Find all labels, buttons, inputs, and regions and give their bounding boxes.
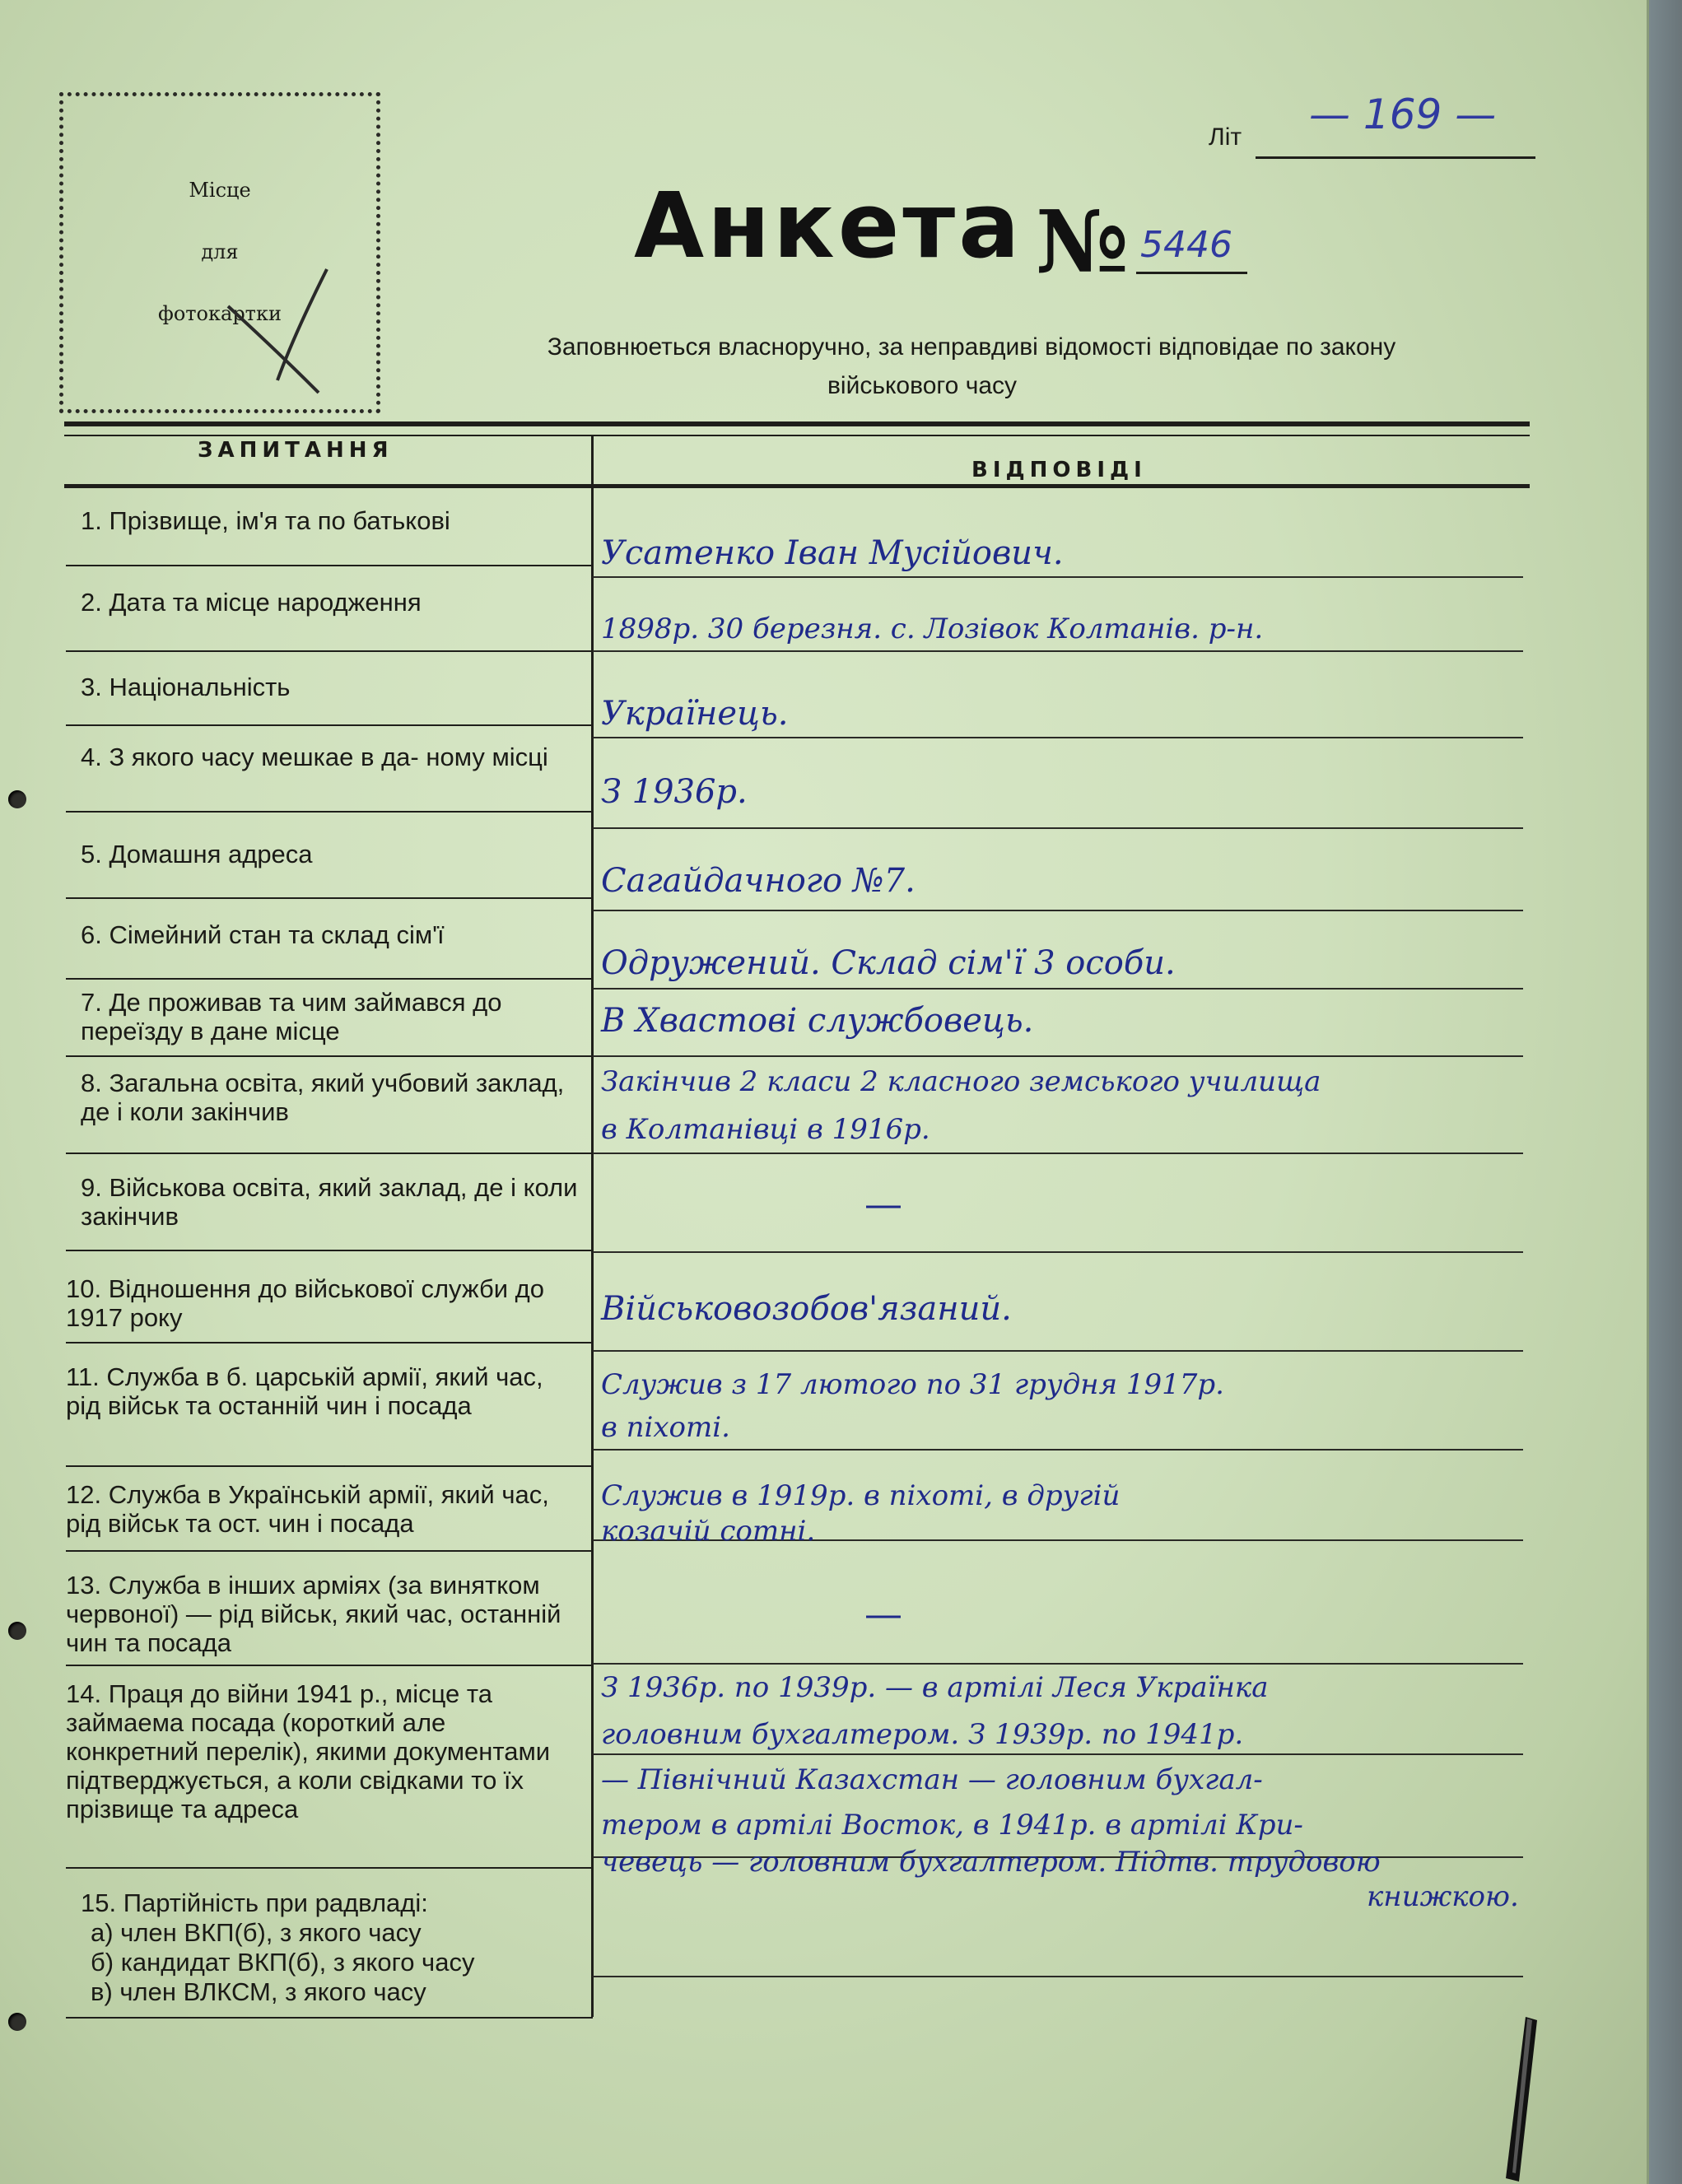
photo-label-line: для	[201, 240, 239, 263]
question-12: 12. Служба в Українській армії, який час, рід військ та ост. чин і посада	[66, 1480, 549, 1538]
question-7: 7. Де проживав та чим займався до переїзду в дане місце	[81, 988, 502, 1045]
answer-5: Сагайдачного №7.	[601, 862, 916, 900]
answer-line	[593, 1251, 1523, 1253]
form-number-underline	[1136, 272, 1247, 274]
answer-line	[593, 576, 1523, 578]
form-title: Анкета	[634, 173, 1023, 278]
question-3: 3. Національність	[81, 673, 291, 701]
question-10: 10. Відношення до військової служби до 1917 року	[66, 1274, 545, 1332]
answer-line	[593, 737, 1523, 738]
punch-hole	[8, 790, 26, 808]
sheet-number-underline	[1256, 156, 1535, 159]
row-divider	[66, 1867, 593, 1869]
answer-10: Військовозобов'язаний.	[601, 1290, 1012, 1328]
answer-8-line-1: Закінчив 2 класи 2 класного земського училища	[601, 1065, 1321, 1098]
answer-4: З 1936р.	[601, 773, 748, 811]
sheet-number-label: Лiт	[1209, 123, 1242, 151]
pen-icon	[1494, 2017, 1544, 2182]
photo-placeholder	[59, 92, 380, 413]
answer-line	[593, 1350, 1523, 1352]
question-8: 8. Загальна освіта, який учбовий заклад, де і коли закінчив	[81, 1069, 565, 1126]
question-14: 14. Праця до війни 1941 р., місце та займаема посада (короткий але конкретний перелік), якими документами підтверджується, а коли свідками то їх прізвище та адреса	[66, 1679, 551, 1823]
answer-14-line-2: головним бухгалтером. З 1939р. по 1941р.	[601, 1718, 1244, 1751]
answer-line	[593, 1055, 1523, 1057]
answer-3: Українець.	[601, 695, 789, 733]
header-rule-thin	[64, 435, 1530, 436]
answer-line	[593, 650, 1523, 652]
answer-13: —	[864, 1591, 902, 1636]
question-4: 4. З якого часу мешкае в да- ному місці	[81, 743, 548, 771]
answer-line	[593, 827, 1523, 829]
header-rule-bottom	[64, 484, 1530, 488]
row-divider	[66, 811, 593, 813]
row-divider	[66, 1055, 593, 1057]
row-divider	[66, 724, 593, 726]
answer-11-line-2: в піхоті.	[601, 1411, 730, 1444]
answer-line	[593, 988, 1523, 990]
question-13: 13. Служба в інших арміях (за винятком червоної) — рід військ, який час, останній чин та посада	[66, 1571, 561, 1657]
question-15b: б) кандидат ВКП(б), з якого часу	[91, 1948, 475, 1977]
answer-14-line-6: книжкою.	[1367, 1880, 1519, 1913]
punch-hole	[8, 1622, 26, 1640]
question-5: 5. Домашня адреса	[81, 840, 313, 868]
answer-2: 1898р. 30 березня. с. Лозівок Колтанів. р-н.	[601, 612, 1264, 645]
answer-line	[593, 1663, 1523, 1665]
header-rule-top	[64, 421, 1530, 426]
answer-14-line-3: — Північний Казахстан — головним бухгал-	[601, 1763, 1263, 1796]
subtitle-line-2: військового часу	[827, 372, 1018, 399]
row-divider	[66, 1665, 593, 1666]
question-6: 6. Сімейний стан та склад сім'ї	[81, 920, 445, 949]
answer-9: —	[864, 1181, 902, 1226]
question-1: 1. Прізвище, ім'я та по батькові	[81, 506, 450, 535]
answer-line	[593, 1976, 1523, 1977]
questions-header: ЗАПИТАННЯ	[198, 438, 394, 463]
photo-label-line: Місце	[189, 179, 251, 202]
row-divider	[66, 2017, 593, 2019]
row-divider	[66, 1153, 593, 1154]
form-subtitle	[395, 328, 1548, 405]
row-divider	[66, 1342, 593, 1343]
answer-line	[593, 910, 1523, 911]
row-divider	[66, 1550, 593, 1552]
answers-header: ВІДПОВІДІ	[971, 458, 1147, 482]
question-9: 9. Військова освіта, який заклад, де і коли закінчив	[81, 1173, 578, 1231]
sheet-number-value: — 169 —	[1309, 91, 1497, 138]
answer-6: Одружений. Склад сім'ї 3 особи.	[601, 944, 1176, 982]
form-number: 5446	[1140, 224, 1232, 266]
question-15: 15. Партійність при радвладі:	[81, 1888, 428, 1917]
answer-line	[593, 1449, 1523, 1451]
answer-14-line-4: тером в артілі Восток, в 1941р. в артілі Кри-	[601, 1809, 1303, 1842]
question-11: 11. Служба в б. царській армії, який час, рід військ та останній чин і посада	[66, 1362, 543, 1420]
row-divider	[66, 565, 593, 566]
row-divider	[66, 650, 593, 652]
answer-line	[593, 1753, 1523, 1755]
number-sign: №	[1036, 191, 1130, 292]
question-2: 2. Дата та місце народження	[81, 588, 422, 617]
answer-14-line-5: чевець — головним бухгалтером. Підтв. трудовою	[601, 1846, 1381, 1879]
row-divider	[66, 1250, 593, 1251]
answer-1: Усатенко Іван Мусійович.	[601, 534, 1064, 572]
subtitle-line-1: Заповнюеться власноручно, за неправдиві відомості відповідае по закону	[547, 333, 1396, 361]
question-15c: в) член ВЛКСМ, з якого часу	[91, 1977, 426, 2006]
answer-8-line-2: в Колтанівці в 1916р.	[601, 1113, 930, 1146]
row-divider	[66, 897, 593, 899]
answer-line	[593, 1153, 1523, 1154]
punch-hole	[8, 2013, 26, 2031]
answer-12-line-1: Служив в 1919р. в піхоті, в другій	[601, 1479, 1121, 1512]
answer-12-line-2: козачій сотні.	[601, 1515, 816, 1548]
answer-14-line-1: З 1936р. по 1939р. — в артілі Леся Українка	[601, 1671, 1269, 1704]
question-15a: а) член ВКП(б), з якого часу	[91, 1918, 422, 1947]
row-divider	[66, 978, 593, 980]
answer-11-line-1: Служив з 17 лютого по 31 грудня 1917р.	[601, 1368, 1224, 1401]
photo-label-line: фотокартки	[158, 302, 282, 325]
answer-7: В Хвастові службовець.	[601, 1002, 1034, 1040]
row-divider	[66, 1465, 593, 1467]
